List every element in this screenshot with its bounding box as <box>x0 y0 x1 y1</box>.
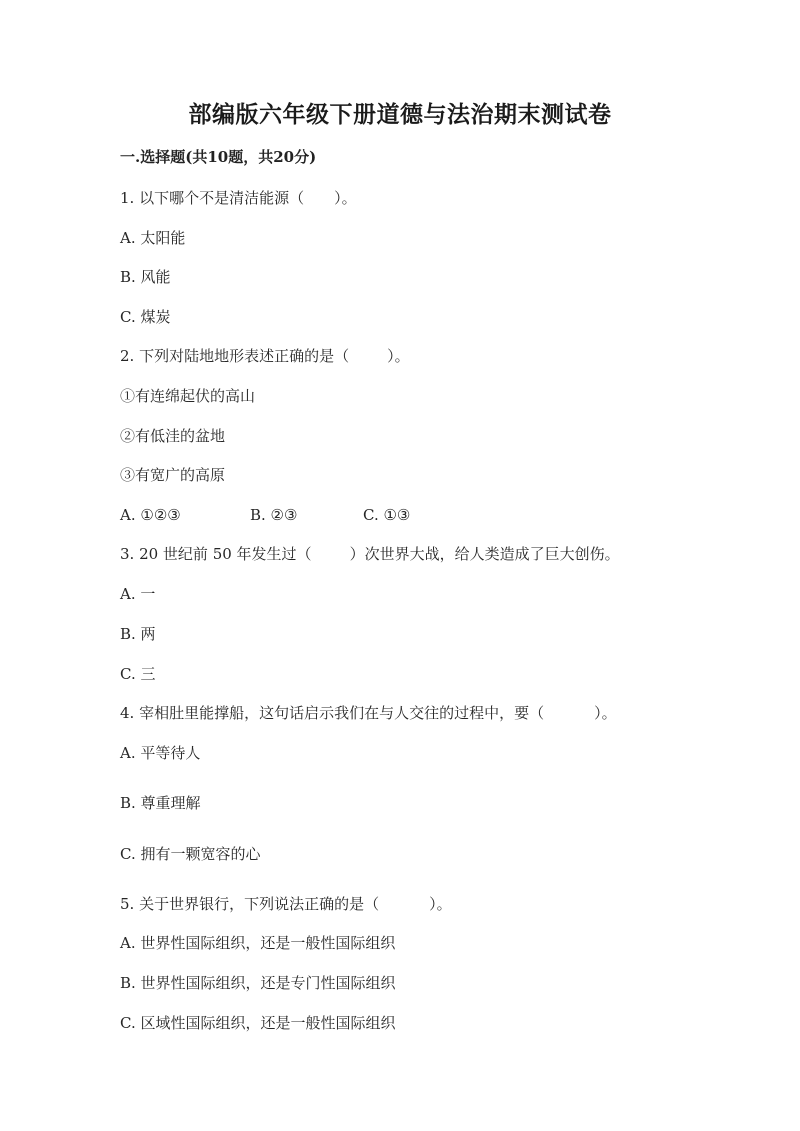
question-4-stem <box>120 703 617 723</box>
section-heading: 一.选择题(共10题，共20分) <box>120 148 317 166</box>
question-2-option-c[interactable]: C. ①③ <box>363 506 411 524</box>
question-4-option-c[interactable]: C. 拥有一颗宽容的心 <box>120 845 261 863</box>
question-5-option-a[interactable]: A. 世界性国际组织，还是一般性国际组织 <box>120 934 396 952</box>
exam-title: 部编版六年级下册道德与法治期末测试卷 <box>188 101 612 128</box>
question-2-option-b[interactable]: B. ②③ <box>250 506 298 524</box>
question-4-stem-start: 4. 宰相肚里能撑船，这句话启示我们在与人交往的过程中，要（ <box>120 704 545 722</box>
question-5-stem <box>120 894 452 914</box>
question-2-options-row <box>120 505 410 525</box>
question-5-stem-end: ）。 <box>429 895 452 913</box>
question-4-stem-end: ）。 <box>594 704 617 722</box>
question-4-option-a[interactable]: A. 平等待人 <box>120 744 201 762</box>
question-2-option-a[interactable]: A. ①②③ <box>120 506 181 524</box>
question-4-option-b[interactable]: B. 尊重理解 <box>120 794 201 812</box>
question-3-stem-start: 3. 20 世纪前 50 年发生过（ <box>120 545 312 563</box>
question-1-stem <box>120 188 357 208</box>
question-3-option-b[interactable]: B. 两 <box>120 625 156 643</box>
question-2-stem-end: ）。 <box>387 347 410 365</box>
question-1-option-c[interactable]: C. 煤炭 <box>120 308 171 326</box>
question-5-option-c[interactable]: C. 区域性国际组织，还是一般性国际组织 <box>120 1014 396 1032</box>
question-1-option-b[interactable]: B. 风能 <box>120 268 171 286</box>
question-2-statement-1: ①有连绵起伏的高山 <box>120 387 256 405</box>
question-2-statement-2: ②有低洼的盆地 <box>120 427 226 445</box>
question-5-stem-start: 5. 关于世界银行，下列说法正确的是（ <box>120 895 380 913</box>
question-2-stem <box>120 346 410 366</box>
question-1-option-a[interactable]: A. 太阳能 <box>120 229 186 247</box>
question-1-stem-start: 1. 以下哪个不是清洁能源（ <box>120 189 305 207</box>
question-5-option-b[interactable]: B. 世界性国际组织，还是专门性国际组织 <box>120 974 396 992</box>
question-2-statement-3: ③有宽广的高原 <box>120 466 226 484</box>
question-3-stem-end: ）次世界大战，给人类造成了巨大创伤。 <box>349 545 620 563</box>
question-2-stem-start: 2. 下列对陆地地形表述正确的是（ <box>120 347 350 365</box>
question-3-stem <box>120 544 620 564</box>
question-3-option-c[interactable]: C. 三 <box>120 665 156 683</box>
question-3-option-a[interactable]: A. 一 <box>120 585 156 603</box>
question-1-stem-end: ）。 <box>334 189 357 207</box>
